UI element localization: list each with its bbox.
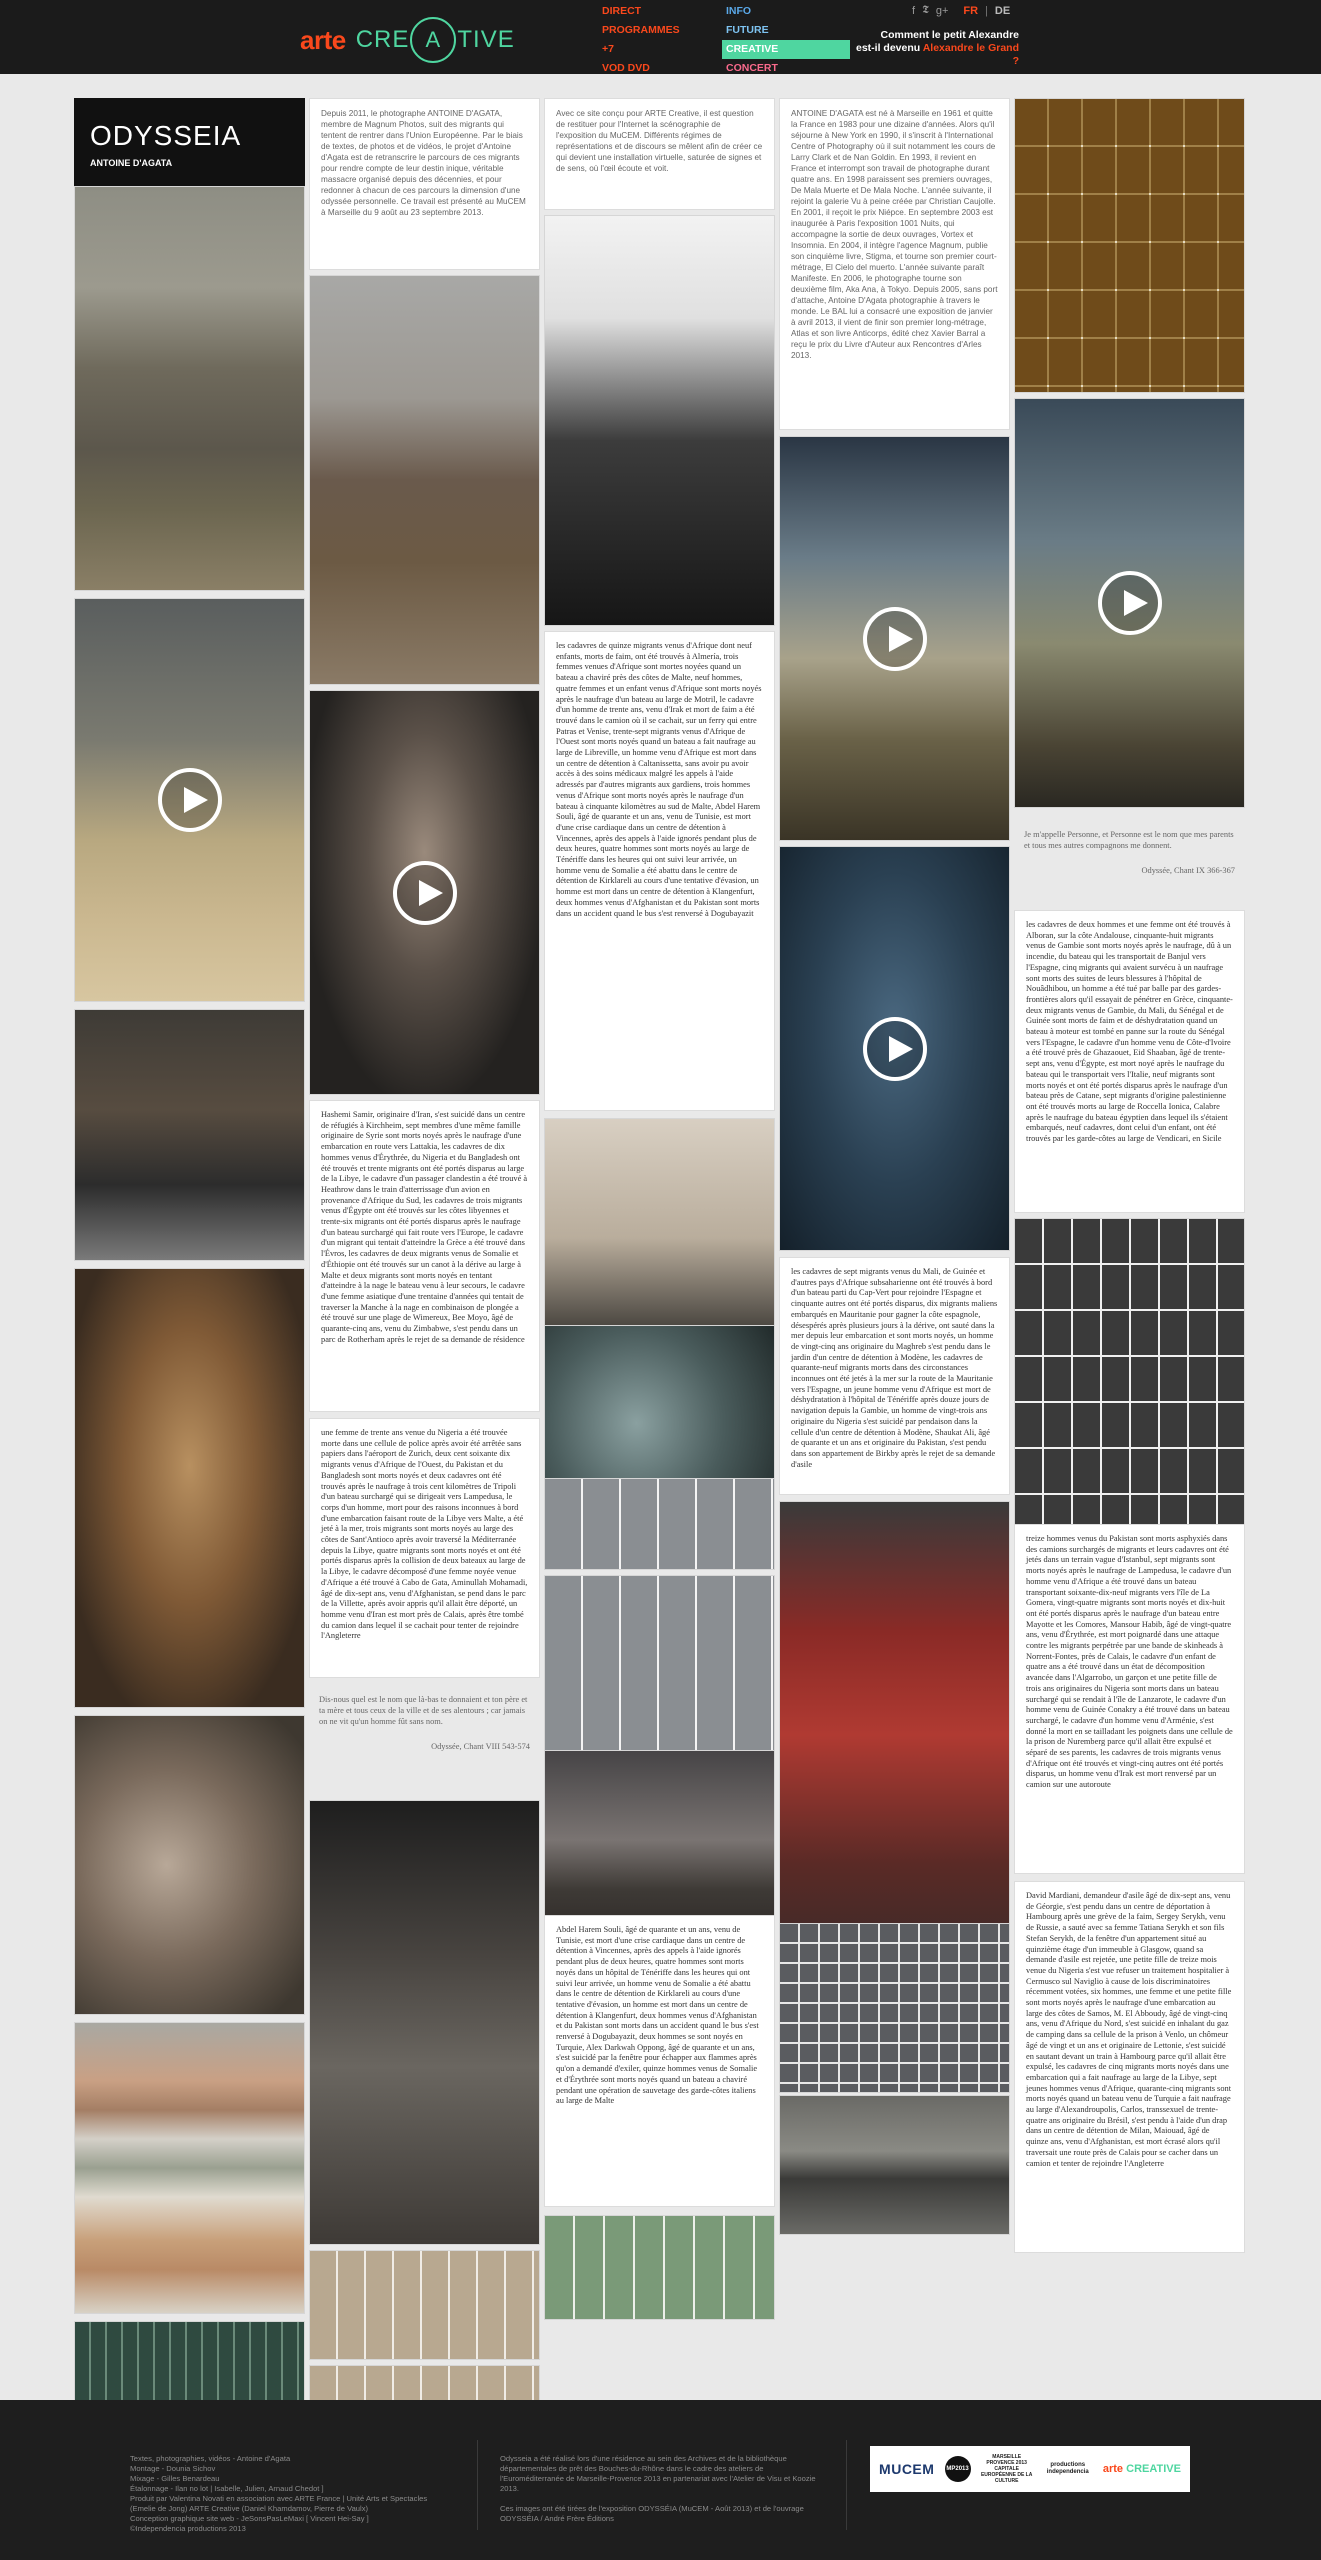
quote-citation: Odyssée, Chant VIII 543-574 [431, 1742, 530, 1751]
photo-group[interactable] [544, 215, 775, 626]
footer-about-text: Ces images ont été tirées de l'exposition ODYSSÉIA (MuCEM - Août 2013) et de l'ouvrage ODYSSÉIA / André Frère Éditions [500, 2504, 804, 2523]
page-title: ODYSSEIA [90, 120, 242, 151]
footer-about [500, 2454, 820, 2534]
credit-line: Étalonnage - Ilan no lot | Isabelle, Julien, Arnaud Chedot ] [130, 2484, 324, 2493]
play-icon[interactable] [393, 861, 457, 925]
nav-info[interactable]: INFO [726, 5, 752, 17]
play-icon[interactable] [863, 1017, 927, 1081]
credit-line: Montage - Dounia Sichov [130, 2464, 216, 2473]
logo-creative-text: CRE A TIVE [348, 17, 515, 63]
mp2013-logo[interactable]: MP2013 [945, 2456, 971, 2482]
mp2013-logo-text: MARSEILLE PROVENCE 2013 CAPITALE EUROPÉENNE DE LA CULTURE [980, 2454, 1033, 2484]
promo-line-2: est-il devenu Alexandre le Grand [855, 42, 1019, 54]
quote-odyssee-9: Je m'appelle Personne, et Personne est le nom que mes parents et tous mes autres compagnons me donnent. Odyssée, Chant IX 366-367 [1024, 830, 1235, 875]
photo-rooms-grid[interactable] [1014, 98, 1245, 393]
photo-strip-beige[interactable] [309, 2250, 540, 2360]
facebook-icon[interactable]: f [912, 4, 916, 17]
mucem-logo[interactable]: MUCEM [879, 2460, 935, 2477]
video-field[interactable] [779, 436, 1010, 841]
video-tree[interactable] [1014, 398, 1245, 808]
photo-grid-gray[interactable] [544, 1478, 775, 1570]
play-icon[interactable] [158, 768, 222, 832]
footer-credits [130, 2454, 450, 2534]
arte-creative-logo[interactable] [300, 14, 515, 66]
twitter-icon[interactable]: 𝕿 [922, 4, 929, 16]
photo-rubble[interactable] [309, 1800, 540, 2245]
text-hashemi: Hashemi Samir, originaire d'Iran, s'est suicidé dans un centre de réfugiés à Kirchheim, sept membres d'une même famille originaire de Syrie sont morts noyés après le naufrage d'une embarcation en route vers Lattakia, les cadavres de dix hommes venus d'Érythrée, du Nigeria et du Bangladesh ont été trouvés et trente migrants ont été portés disparus au large de la Libye, le cadavre d'un passager clandestin a été trouvé à Heathrow dans le train d'atterrissage d'un avion en provenance d'Afrique du Sud, les cadavres de trois migrants venus d'Égypte ont été trouvés sur les côtes libyennes et trente-six migrants ont été portés disparus après le naufrage d'un bateau surchargé qui fait route vers l'Europe, le cadavre d'un migrant qui tentait d'atteindre la Grèce a été trouvé dans l'Évros, les cadavres de deux migrants venus de Somalie et d'Éthiopie ont été trouvés sur un canot à la dérive au large à Malte et deux migrants sont morts noyés en tentant d'atteindre à la nage le bateau venu à leur secours, le cadavre d'une femme asiatique d'une trentaine d'années qui tentait de traverser la Manche à la nage en combinaison de plongée a été trouvé sur une plage de Wimereux, Bee Moyo, âgé de quarante-cinq ans, venu du Zimbabwe, s'est pendu dans un parc de Rotherham après le rejet de sa demande de résidence [309, 1100, 540, 1412]
text-deux: les cadavres de deux hommes et une femme ont été trouvés à Alboran, sur la côte Andalouse, cinquante-huit migrants venus de Gambie sont morts noyés après le naufrage, dû à un incendie, du bateau qui les transportait de Banjul vers l'Espagne, cinq migrants qui avaient survécu à un naufrage sont morts des suites de leurs blessures à l'hôpital de Nouâdhibou, un homme a été tué par balle par des gardes-frontières alors qu'il essayait de pénétrer en Grèce, cinquante-deux migrants venus de Gambie, du Mali, du Sénégal et de Guinée sont morts de faim et de déshydratation quand un bateau à moteur est tombé en panne sur la route du Sénégal vers l'Espagne, le cadavre d'un homme venu de Côte-d'Ivoire a été trouvé près de Ghazaouet, Eid Shaaban, âgé de trente-sept ans, venu d'Égypte, est mort noyé après le naufrage du bateau qui le transportait vers l'Italie, neuf migrants sont morts noyés et ont été portés disparus après le naufrage d'un bateau près de Catane, sept migrants d'origine palestinienne ont été trouvés morts au large de Roccella Ionica, Calabre après le naufrage du bateau égyptien dans lequel ils s'étaient embarqués, neuf cadavres, dont celui d'un enfant, ont été trouvés par les garde-côtes au large de Vendicari, en Sicile [1014, 910, 1245, 1213]
independencia-logo[interactable]: productions independencia [1046, 2462, 1089, 2475]
bio-text: ANTOINE D'AGATA est né à Marseille en 1961 et quitte la France en 1983 pour une dizaine d'années. Alors qu'il séjourne à New York en 1990, il s'inscrit à l'International Centre of Photography où il suit notamment les cours de Larry Clark et de Nan Goldin. En 1993, il revient en France et interrompt son travail de photographe durant quatre ans. En 1998 paraissent ses premiers ouvrages, De Mala Muerte et De Mala Noche. L'année suivante, il rejoint la galerie Vu à peine créée par Christian Caujolle. En 2001, il reçoit le prix Niépce. En septembre 2003 est inaugurée à Paris l'exposition 1001 Nuits, qui accompagne la sortie de deux ouvrages, Vortex et Insomnia. En 2004, il intègre l'agence Magnum, publie son cinquième livre, Stigma, et tourne son premier court-métrage, El Cielo del muerto. L'année suivante paraît Manifeste. En 2006, le photographe tourne son deuxième film, Aka Ana, à Tokyo. Depuis 2005, sans port d'attache, Antoine D'Agata photographie à travers le monde. Le BAL lui a consacré une exposition de janvier à avril 2013, il vient de finir son premier long-métrage, Atlas et son livre Anticorps, édité chez Xavier Barral a reçu le prix du Livre d'Auteur aux Rencontres d'Arles 2013. [779, 98, 1010, 430]
photo-apartments[interactable] [74, 2022, 305, 2314]
text-treize: treize hommes venus du Pakistan sont morts asphyxiés dans des camions surchargés de migrants et leurs cadavres ont été jetés dans un terrain vague d'Istanbul, sept migrants sont morts noyés après le naufrage de Lampedusa, le cadavre d'un homme venu d'Afrique a été trouvé dans un bateau transportant soixante-dix-neuf migrants vers l'île de La Gomera, vingt-quatre migrants sont morts noyés et dix-huit ont été portés disparus après le naufrage d'un bateau entre Mayotte et les Comores, Mansour Habib, âgé de vingt-quatre ans, venu d'Érythrée, est mort poignardé dans une attaque contre les migrants perpétrée par une bande de skinheads à Norrent-Fontes, près de Calais, le cadavre d'un enfant de quatre ans a été trouvé dans un état de décomposition avancée dans l'Algarrobo, un garçon et une petite fille de trois ans originaires du Nigeria sont morts dans un bateau surchargé qui se rendait à l'île de Lanzarote, le cadavre d'un homme venu de Guinée Conakry a été trouvé dans un bateau surchargé, le cadavre d'un homme venu d'Arménie, s'est donné la mort en se tailladant les poignets dans une cellule de la prison de Nuremberg parce qu'il allait être expulsé et séparé de ses parents, les cadavres de trois migrants venus d'Afrique ont été trouvés et vingt-cinq autres ont été portés disparus, un homme venu d'Irak est mort renversé par un camion sur une autoroute [1014, 1524, 1245, 1874]
footer-about-text: Odysseia a été réalisé lors d'une résidence au sein des Archives et de la bibliothèque départementales de prêt des Bouches-du-Rhône dans le cadre des ateliers de l'Euroméditerranée de Marseille-Provence 2013 en partenariat avec l'Atelier de Visu et Koozie 2013. [500, 2454, 816, 2493]
arte-text: Avec ce site conçu pour ARTE Creative, il est question de restituer pour l'Internet la scénographie de l'exposition du MuCEM. Différents régimes de représentations et de discours se mêlent afin de créer ce qui devient une installation virtuelle, saturée de signes et de sens, où l'œil écoute et voit. [544, 98, 775, 210]
text-abdel: Abdel Harem Souli, âgé de quarante et un ans, venu de Tunisie, est mort d'une crise cardiaque dans un centre de détention à Vincennes, après des appels à l'aide ignorés pendant plus de deux heures, quatre hommes sont morts noyés dans un hôpital de Ténériffe dans les heures qui ont suivi leur arrivée, un homme venu de Somalie a été abattu dans le centre de détention de Kirklareli au cours d'une tentative d'évasion, un homme est mort dans un centre de détention à Klangenfurt, deux hommes venus d'Afghanistan et du Pakistan sont morts dans un accident quand le bus s'est renversé à Dogubayazit, deux hommes se sont noyés en Turquie, Alex Darkwah Oppong, âgé de quarante et un ans, s'est suicidé par la fenêtre pour échapper aux flammes après qu'on a demandé d'exiler, quinze hommes venus de Somalie et d'Érythrée sont morts noyés quand un bateau a chaviré pendant une opération de sauvetage des garde-côtes italiens au large de Malte [544, 1915, 775, 2207]
nav-creative[interactable]: CREATIVE [722, 40, 850, 59]
social-bar [912, 4, 1010, 17]
play-icon[interactable] [863, 607, 927, 671]
nav-future[interactable]: FUTURE [726, 24, 769, 36]
nav-direct[interactable]: DIRECT [602, 5, 642, 17]
nav-programmes[interactable]: PROGRAMMES [602, 24, 680, 36]
photo-feet[interactable] [74, 1715, 305, 2015]
secondary-nav [722, 2, 850, 78]
primary-nav [598, 2, 680, 78]
credit-line: ©Independencia productions 2013 [130, 2524, 246, 2533]
credit-line: Mixage - Gilles Benardeau [130, 2474, 220, 2483]
photo-strip-green[interactable] [544, 2215, 775, 2320]
lang-de-link[interactable]: DE [994, 4, 1011, 17]
nav-plus7[interactable]: +7 [602, 43, 614, 55]
video-birds[interactable] [779, 846, 1010, 1251]
video-hood[interactable] [309, 690, 540, 1095]
logo-ring-icon [410, 17, 456, 63]
logo-arte-text: arte [300, 24, 346, 55]
intro-text: Depuis 2011, le photographe ANTOINE D'AGATA, membre de Magnum Photos, suit des migrants qui tentent de rentrer dans l'Union Européenne. Par le biais de textes, de photos et de vidéos, le projet d'Antoine d'Agata est de retranscrire le parcours de ces migrants pour rendre compte de leur destin inique, véritable massacre organisé depuis des décennies, et pour redonner à chacun de ces parcours la dimension d'une odyssée personnelle. Ce travail est présenté au MuCEM à Marseille du 9 août au 23 septembre 2013. [309, 98, 540, 270]
text-david: David Mardiani, demandeur d'asile âgé de dix-sept ans, venu de Géorgie, s'est pendu dans un centre de déportation à Hambourg après une grève de la faim, Sergey Serykh, venu de Russie, a sauté avec sa femme Tatiana Serykh et son fils Stefan Serykh, de la fenêtre d'un appartement situé au quinzième étage d'un immeuble à Glasgow, quand sa demande d'asile est rejetée, une petite fille de treize mois venue du Nigeria s'est vue refuser un traitement hospitalier à Cermusco sul Naviglio à cause de lois discriminatoires récemment votées, six hommes, une femme et une petite fille sont morts noyés après le naufrage d'une embarcation au large des côtes de Samos, M. El Abboudy, âgé de vingt-cinq ans, venu d'Afrique du Nord, s'est suicidé en inhalant du gaz de camping dans sa cellule de la prison à Venlo, un chômeur âgé de vingt et un ans et originaire de Lettonie, s'est suicidé en sautant devant un train à Hambourg parce qu'il allait être expulsé, les cadavres de cinq migrants morts noyés dans une embarcation qui a fait naufrage au large de la Libye, sept jeunes hommes venus d'Afrique, quarante-cinq migrants sont morts noyés quand un bateau venu de Turquie a fait naufrage au large d'Alexandroupolis, Carlos, transsexuel de trente-quatre ans originaire du Brésil, s'est pendu à l'aide d'un drap dans un centre de détention de Milan, Maiouad, âgé de quinze ans, venu d'Afghanistan, est mort écrasé alors qu'il traversait une route près de Calais pour se cacher dans un camion et tenter de rejoindre l'Angleterre [1014, 1881, 1245, 2253]
text-sept: les cadavres de sept migrants venus du Mali, de Guinée et d'autres pays d'Afrique subsaharienne ont été trouvés à bord d'un bateau parti du Cap-Vert pour rejoindre l'Espagne et cinquante autres ont été portés disparus, dix migrants maliens embarqués en Mauritanie pour gagner la côte espagnole, désespérés après plusieurs jours à la dérive, ont sauté dans la mer depuis leur embarcation et sont morts noyés, un homme de vingt-cinq ans originaire du Maghreb s'est pendu dans le jardin d'un centre de détention à Modène, les cadavres de quarante-neuf migrants morts dans des circonstances inconnues ont été jetés à la mer sur la route de la Mauritanie vers l'Espagne, un jeune homme venu d'Afrique est mort de déshydratation à l'hôpital de Ténériffe après douze jours de navigation depuis la Gambie, un homme de vingt-trois ans originaire du Nigeria s'est suicidé par pendaison dans la cellule d'un centre de détention à Modène, Shaukat Ali, âgé de quarante et un ans et originaire du Pakistan, s'est pendu dans son appartement de Birkby après le rejet de sa demande d'asile [779, 1257, 1010, 1495]
site-header [0, 0, 1321, 74]
nav-vod-dvd[interactable]: VOD DVD [602, 62, 650, 74]
credit-line: Produit par Valentina Novati en association avec ARTE France | Unité Arts et Spectacles [130, 2494, 428, 2503]
partner-logos [870, 2446, 1190, 2492]
text-femme: une femme de trente ans venue du Nigeria a été trouvée morte dans une cellule de police après avoir été arrêtée sans papiers dans l'aéroport de Zurich, deux cent soixante dix migrants venus d'Afrique de l'Ouest, du Pakistan et du Bangladesh sont morts noyés et deux cadavres ont été trouvés après le naufrage à trois cent kilomètres de Tripoli d'un bateau surchargé qui se dirigeait vers Lampedusa, le corps d'un homme, mort pour des raisons inconnues à bord d'une embarcation faisant route de la Libye vers Malte, a été jeté à la mer, trois migrants sont morts noyés au large des côtes de Sant'Antioco après avoir traversé la Méditerranée depuis la Libye, quatre migrants sont morts noyés et ont été portés disparus après la collision de deux bateaux au large de la Libye, le cadavre décomposé d'une femme noyée venue d'Afrique a été trouvé à Cabo de Gata, Aminullah Mohamadi, âgé de dix-sept ans, venu d'Afghanistan, se pend dans le parc de la Villette, après avoir appris qu'il allait être déporté, un homme venu d'Iran est mort près de Calais, après être tombé du camion dans lequel il se cachait pour tenter de rejoindre l'Angleterre [309, 1418, 540, 1678]
nav-concert[interactable]: CONCERT [726, 62, 778, 74]
quote-odyssee-8: Dis-nous quel est le nom que là-bas te donnaient et ton père et ta mère et tous ceux de la ville et de ses alentours ; car jamais on ne vit qu'un homme fût sans nom. Odyssée, Chant VIII 543-574 [319, 1695, 530, 1751]
footer-divider [477, 2440, 478, 2530]
text-quinze: les cadavres de quinze migrants venus d'Afrique dont neuf enfants, morts de faim, ont été trouvés à Almería, trois femmes venues d'Afrique sont mortes noyées quand un bateau a chaviré près des côtes de Malte, neuf hommes, quatre femmes et un enfant venus d'Afrique sont morts noyés après le naufrage d'un bateau au large de Motril, le cadavre d'un homme de trente ans, venu d'Irak et mort de faim a été trouvé dans le camion où il se cachait, sur un ferry qui entre Patras et Venise, trente-sept migrants venus d'Afrique de l'Ouest sont morts noyés quand un bateau a fait naufrage au large de Libreville, un homme venu d'Afrique est mort dans un centre de détention à Caltanissetta, sans avoir pu avoir accès à des soins médicaux malgré les appels à l'aide adressés par d'autres migrants aux gardiens, trois hommes venus d'Afrique sont morts noyés après le naufrage d'un bateau à cinquante kilomètres au sud de Malte, Abdel Harem Souli, âgé de quarante et un ans, venu de Tunisie, est mort d'une crise cardiaque dans un centre de détention à Vincennes, après des appels à l'aide ignorés pendant plus de deux heures, quatre hommes sont morts noyés au large de Ténériffe dans les heures qui ont suivi leur arrivée, un homme venu de Somalie a été abattu dans le centre de détention de Kirklareli au cours d'une tentative d'évasion, un homme est mort dans un centre de détention à Klangenfurt, deux hommes venus d'Afghanistan et du Pakistan sont morts dans un accident quand le bus s'est renversé à Dogubayazit [544, 631, 775, 1111]
footer-divider [846, 2440, 847, 2530]
photo-grid-gray-2[interactable] [544, 1575, 775, 1765]
lang-separator: | [985, 4, 988, 17]
title-block [74, 98, 305, 186]
credit-line: (Emelie de Jong) ARTE Creative (Daniel Khamdamov, Pierre de Vaulx) [130, 2504, 369, 2513]
video-tent[interactable] [74, 598, 305, 1002]
site-footer [0, 2400, 1321, 2560]
photo-sack[interactable] [74, 1268, 305, 1708]
photo-girl[interactable] [309, 275, 540, 685]
credit-line: Textes, photographies, vidéos - Antoine d'Agata [130, 2454, 291, 2463]
photo-building[interactable] [74, 186, 305, 591]
quote-citation: Odyssée, Chant IX 366-367 [1141, 866, 1235, 875]
play-icon[interactable] [1098, 571, 1162, 635]
page-subtitle: ANTOINE D'AGATA [90, 158, 173, 168]
credit-line: Conception graphique site web - JeSonsPasLeMaxi [ Vincent Hei-Say ] [130, 2514, 369, 2523]
photo-man-street[interactable] [74, 1009, 305, 1261]
lang-fr-link[interactable]: FR [963, 4, 979, 17]
photo-lying[interactable] [779, 2095, 1010, 2235]
arte-creative-footer-logo[interactable]: arte CREATIVE [1102, 2462, 1181, 2475]
google-plus-icon[interactable]: g+ [935, 4, 949, 17]
promo-line-1: Comment le petit Alexandre [880, 29, 1019, 41]
photo-contact-sheet[interactable] [779, 1923, 1010, 2093]
promo-link[interactable] [849, 29, 1019, 68]
promo-line-3: ? [1012, 55, 1019, 67]
